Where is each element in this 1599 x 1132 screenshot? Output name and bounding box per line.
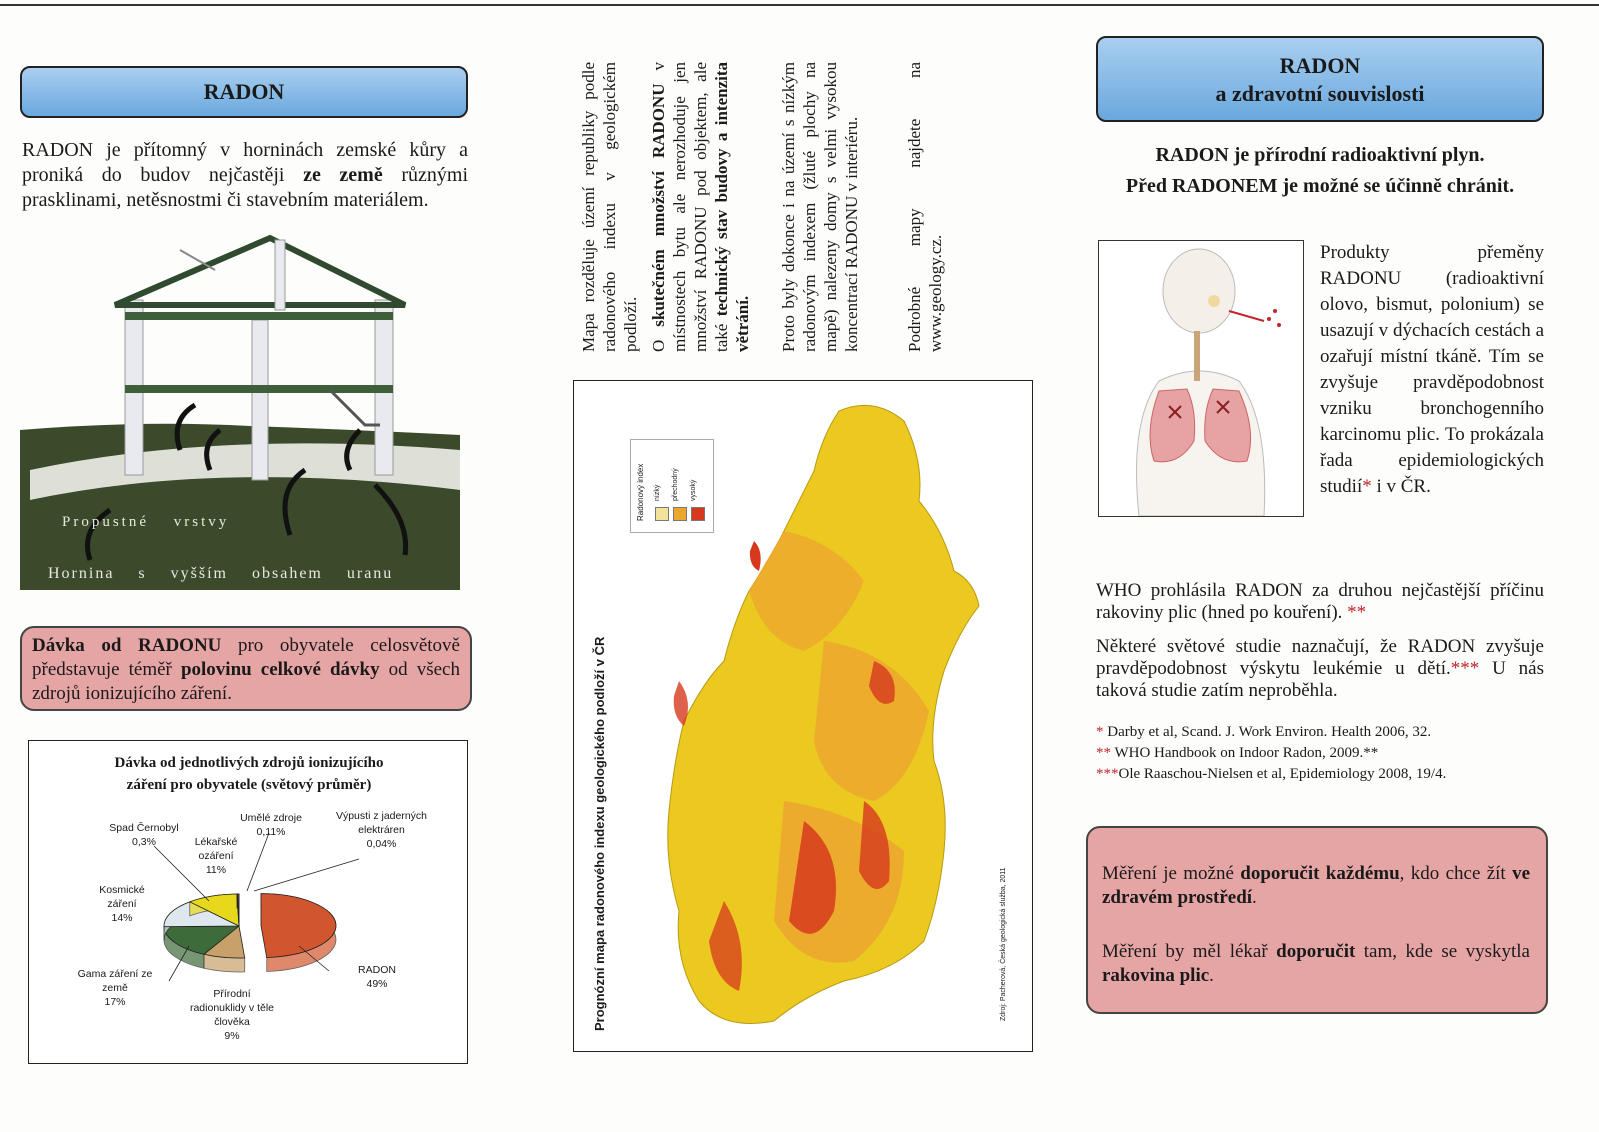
reference-3-star: ***	[1096, 766, 1119, 782]
label-radon-name: RADON	[358, 964, 396, 976]
measure-c2: tam, kde se vyskytla	[1355, 941, 1530, 962]
map-source: Zdroj: Pacherová, Česká geologická služba, 2011	[1000, 867, 1007, 1021]
label-kosmicke	[89, 883, 155, 925]
top-border-line	[0, 4, 1599, 6]
label-kosmicke-value: 14%	[111, 912, 133, 924]
right-header-title: RADON	[1279, 53, 1361, 78]
legend-swatch-mid	[673, 507, 687, 521]
label-umele-value: 0,11%	[256, 826, 286, 838]
label-spad	[101, 821, 187, 849]
label-radon	[347, 963, 407, 991]
measure-a1: Měření je možné	[1102, 863, 1241, 884]
label-gama-name: Gama záření ze země	[77, 968, 153, 994]
label-spad-value: 0,3%	[132, 836, 156, 848]
left-header	[20, 66, 468, 118]
reference-3	[1096, 764, 1544, 785]
dose-text-2: od všech zdrojů ionizujícího záření.	[32, 659, 460, 704]
label-gama	[77, 967, 153, 1009]
lungs-illustration-frame	[1098, 240, 1304, 517]
reference-2	[1096, 743, 1544, 764]
mid-col-2-d: technický stav budovy a intenzita větrání.	[712, 62, 752, 352]
label-lekarske-name: Lékařské ozáření	[194, 836, 238, 862]
label-prirodni	[189, 987, 275, 1043]
reference-1-text: Darby et al, Scand. J. Work Environ. Health 2006, 32.	[1103, 724, 1432, 740]
pie-slice-0	[261, 894, 336, 972]
studies-body: Některé světové studie naznačují, že RADON zvyšuje pravděpodobnost výskytu leukémie u dětí.	[1096, 636, 1544, 679]
legend-item-high: vysoký	[690, 479, 697, 501]
mid-col-2-c: v místnostech bytu ale nerozhoduje jen množství RADONU pod objektem, ale také	[649, 62, 731, 352]
who-text	[1096, 580, 1544, 624]
label-lekarske	[181, 835, 251, 877]
label-prirodni-name: Přírodní radionuklidy v těle člověka	[189, 988, 275, 1028]
left-intro-text: RADON je přítomný v horninách zemské kůry a proniká do budov nejčastěji	[22, 139, 468, 186]
left-header-title: RADON	[203, 79, 285, 104]
left-intro-text-2: různými prasklinami, netěsnostmi či stavebním materiálem.	[22, 164, 468, 211]
reference-2-star: **	[1096, 745, 1111, 761]
reference-1-star: *	[1096, 724, 1104, 740]
legend-item-low: nízký	[654, 484, 661, 501]
legend-swatch-high	[691, 507, 705, 521]
who-stars: **	[1347, 602, 1367, 623]
label-vypusti	[334, 809, 429, 851]
mid-col-1	[578, 62, 641, 352]
lungs-illustration	[1099, 241, 1303, 516]
label-vypusti-value: 0,04%	[366, 838, 397, 850]
studies-tail: U nás taková studie zatím neproběhla.	[1096, 658, 1544, 701]
products-star: *	[1362, 476, 1372, 497]
reference-3-text: Ole Raaschou-Nielsen et al, Epidemiology 2008, 19/4.	[1118, 766, 1447, 782]
dose-text-1: pro obyvatele celosvětově představuje téměř	[32, 635, 460, 680]
legend-swatch-low	[655, 507, 669, 521]
tagline-1: RADON je přírodní radioaktivní plyn.	[1155, 144, 1485, 166]
who-body: WHO prohlásila RADON za druhou nejčastější příčinu rakoviny plic (hned po kouření).	[1096, 580, 1544, 623]
measure-a2: , kdo chce žít	[1399, 863, 1513, 884]
pie-leader-line-2	[254, 859, 359, 891]
mid-col-4-text: Podrobné mapy najdete na www.geology.cz.	[905, 62, 945, 352]
dose-box-text	[32, 634, 460, 706]
house-label-layer2: Hornina s vyšším obsahem uranu	[48, 565, 394, 582]
label-vypusti-name: Výpusti z jaderných elektráren	[335, 810, 428, 836]
dose-bold-1: Dávka od RADONU	[32, 635, 222, 656]
products-text	[1320, 240, 1544, 500]
measure-d1: doporučit	[1276, 941, 1356, 962]
radon-map-frame	[573, 380, 1033, 1052]
measure-b2: ve zdravém prostředí	[1102, 863, 1530, 908]
dose-box	[20, 626, 472, 711]
measure-d2: rakovina plic	[1102, 965, 1210, 986]
reference-1	[1096, 722, 1544, 743]
label-lekarske-value: 11%	[205, 864, 227, 876]
right-header-subtitle: a zdravotní souvislosti	[1215, 81, 1425, 106]
measure-b1: doporučit každému	[1240, 863, 1400, 884]
mid-col-4	[904, 62, 946, 352]
label-gama-value: 17%	[104, 996, 126, 1008]
tagline-2: Před RADONEM je možné se účinně chránit.	[1125, 175, 1515, 197]
pie-chart-frame	[28, 740, 468, 1064]
studies-stars: ***	[1450, 658, 1480, 679]
label-prirodni-value: 9%	[224, 1030, 240, 1042]
label-umele-name: Umělé zdroje	[240, 812, 302, 824]
legend-title: Radonový index	[636, 463, 645, 521]
measure-c1: Měření by měl lékař	[1102, 941, 1277, 962]
right-header	[1096, 36, 1544, 122]
house-illustration	[20, 230, 472, 590]
products-tail: i v ČR.	[1371, 476, 1431, 497]
mid-col-2-b: skutečném množství RADONU	[649, 83, 668, 327]
left-intro	[22, 138, 468, 213]
mid-col-2	[648, 62, 753, 352]
label-radon-value: 49%	[366, 978, 388, 990]
mid-col-2-a: O	[649, 326, 668, 352]
chart-title-1: Dávka od jednotlivých zdrojů ionizujícího	[114, 755, 384, 771]
chart-title-2: záření pro obyvatele (světový průměr)	[126, 777, 372, 793]
mid-col-1-text: Mapa rozděluje území republiky podle radonového indexu v geologickém podloží.	[579, 62, 640, 352]
legend-item-mid: přechodný	[672, 468, 679, 501]
references	[1096, 722, 1544, 785]
products-body: Produkty přeměny RADONU (radioaktivní olovo, bismut, polonium) se usazují v dýchacích cestách a ozařují místní tkáně. Tím se zvyšuje pravděpodobnost vzniku bronchogenního karcinomu plic. To prokázala řada epidemiologických studií	[1320, 242, 1544, 497]
mid-col-3	[778, 62, 862, 352]
house-label-layer1: Propustné vrstvy	[62, 514, 230, 530]
measure-text-1	[1102, 862, 1530, 910]
mid-col-3-text: Proto byly dokonce i na území s nízkým radonovým indexem (žluté plochy na mapě) nalezeny domy s velmi vysokou koncentrací RADONU v interiéru.	[779, 62, 861, 352]
measure-c3: .	[1209, 965, 1214, 986]
measure-a3: .	[1252, 887, 1257, 908]
reference-2-text: WHO Handbook on Indoor Radon, 2009.**	[1111, 745, 1379, 761]
studies-text	[1096, 636, 1544, 702]
left-intro-bold: ze země	[303, 164, 383, 186]
label-spad-name: Spad Černobyl	[109, 822, 179, 834]
label-kosmicke-name: Kosmické záření	[99, 884, 145, 910]
measure-box	[1086, 826, 1548, 1014]
map-title: Prognózní mapa radonového indexu geologického podloží v ČR	[592, 636, 607, 1031]
measure-text-2	[1102, 940, 1530, 988]
dose-bold-2: polovinu celkové dávky	[180, 659, 380, 680]
